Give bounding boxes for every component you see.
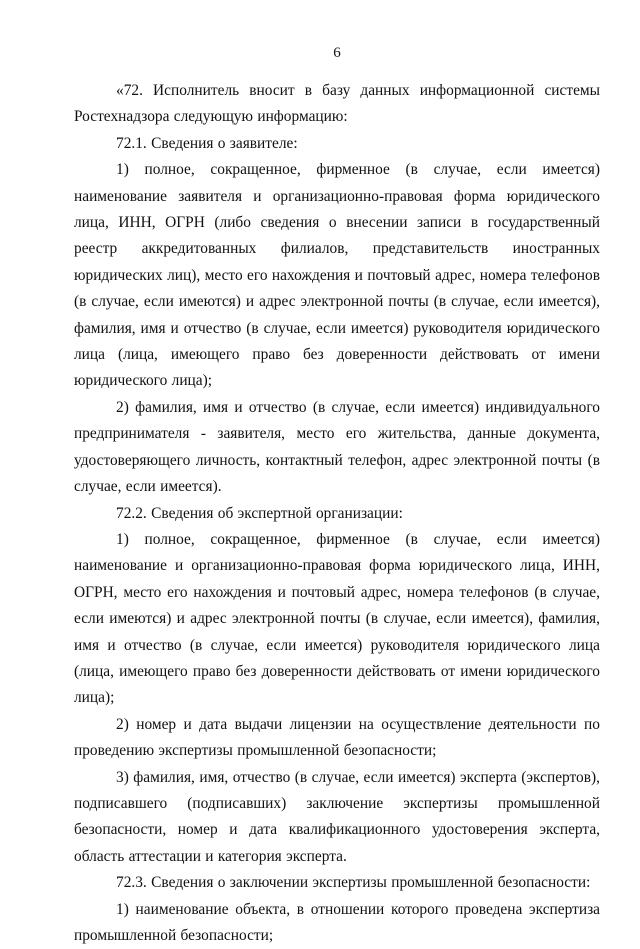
- document-body: [74, 78, 600, 949]
- paragraph-72-1-heading: 72.1. Сведения о заявителе:: [116, 134, 298, 152]
- paragraph-72-2-heading: 72.2. Сведения об экспертной организации:: [116, 504, 403, 522]
- paragraph-72-2-item-1: 1) полное, сокращенное, фирменное (в случае, если имеется) наименование и организационно-правовая форма юридического лица, ИНН, ОГРН, место его нахождения и почтовый адрес, номера телефонов (в случае, если имеются) и адрес электронной почты (в случае, если имеется), фамилия, имя и отчество (в случае, если имеется) руководителя юридического лица (лица, имеющего право без доверенности действовать от имени юридического лица);: [74, 530, 600, 707]
- paragraph-72-3-heading: 72.3. Сведения о заключении экспертизы промышленной безопасности:: [116, 874, 591, 892]
- paragraph-72-3-item-1: 1) наименование объекта, в отношении которого проведена экспертиза промышленной безопасности;: [74, 900, 600, 944]
- paragraph-72-1-item-1: 1) полное, сокращенное, фирменное (в случае, если имеется) наименование заявителя и организационно-правовая форма юридического лица, ИНН, ОГРН (либо сведения о внесении записи в государственный реестр аккредитованных филиалов, представительств иностранных юридических лиц), место его нахождения и почтовый адрес, номера телефонов (в случае, если имеются) и адрес электронной почты (в случае, если имеется), фамилия, имя и отчество (в случае, если имеется) руководителя юридического лица (лица, имеющего право без доверенности действовать от имени юридического лица);: [74, 161, 600, 390]
- paragraph-72-1-item-2: 2) фамилия, имя и отчество (в случае, если имеется) индивидуального предпринимателя - заявителя, место его жительства, данные документа, удостоверяющего личность, контактный телефон, адрес электронной почты (в случае, если имеется).: [74, 398, 600, 496]
- paragraph-72-intro: «72. Исполнитель вносит в базу данных информационной системы Ростехнадзора следующую информацию:: [74, 82, 600, 126]
- paragraph-72-2-item-3: 3) фамилия, имя, отчество (в случае, если имеется) эксперта (экспертов), подписавшего (подписавших) заключение экспертизы промышленной безопасности, номер и дата квалификационного удостоверения эксперта, область аттестации и категория эксперта.: [74, 768, 600, 865]
- page-number: 6: [333, 45, 341, 61]
- paragraph-72-2-item-2: 2) номер и дата выдачи лицензии на осуществление деятельности по проведению экспертизы промышленной безопасности;: [74, 715, 600, 760]
